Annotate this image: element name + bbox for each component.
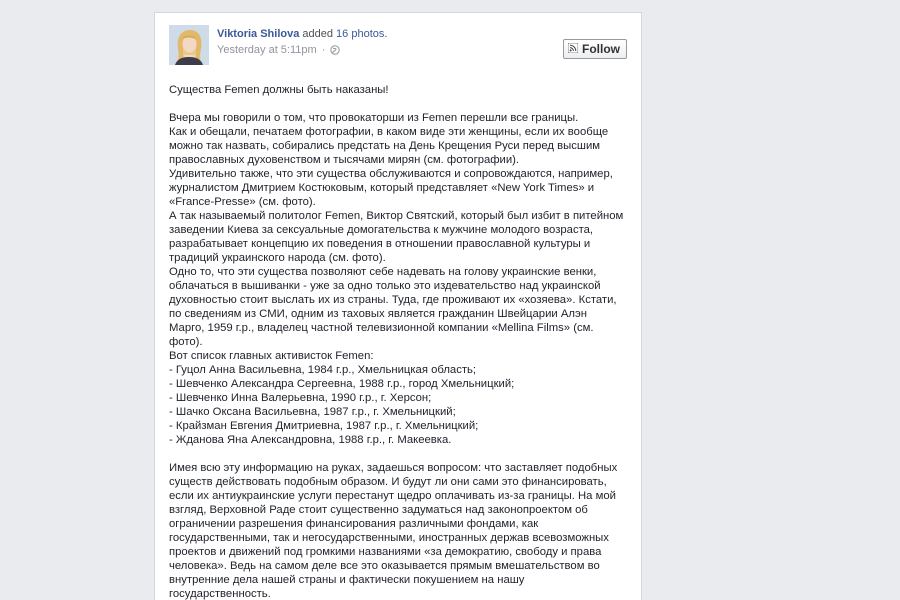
- post-text-line: Имея всю эту информацию на руках, задаешься вопросом: что заставляет подобных: [169, 462, 618, 474]
- photos-link[interactable]: 16 photos: [336, 28, 385, 40]
- post-text-line: духовностью стоит выслать их из страны. Туда, где проживают их «хозяева». Кстати,: [169, 294, 617, 306]
- post-text-line: - Шевченко Инна Валерьевна, 1990 г.р., г. Херсон;: [169, 392, 432, 404]
- post-text-line: - Жданова Яна Александровна, 1988 г.р., г. Макеевка.: [169, 434, 452, 446]
- post-text-line: православных духовенством и тысячами мирян (см. фотографии).: [169, 154, 520, 166]
- post-text-line: Вот список главных активисток Femen:: [169, 350, 374, 362]
- spacer: [169, 97, 629, 111]
- post-text-line: Вчера мы говорили о том, что провокаторши из Femen перешли все границы.: [169, 112, 579, 124]
- follow-button-label: Follow: [582, 42, 620, 56]
- post-text-line: - Шачко Оксана Васильевна, 1987 г.р., г. Хмельницкий;: [169, 406, 456, 418]
- post-text-line: по сведениям из СМИ, одним из таховых является гражданин Швейцарии Алэн: [169, 308, 587, 320]
- post-text-line: Удивительно также, что эти существа обслуживаются и сопровождаются, например,: [169, 168, 613, 180]
- post-meta: [217, 44, 340, 58]
- post-text-line: Одно то, что эти существа позволяют себе надевать на голову украинские венки,: [169, 266, 597, 278]
- post-text-line: государственными, так и негосударственными, иностранных держав всевозможных: [169, 532, 609, 544]
- post-text-line: взгляд, Верховной Раде стоит существенно задуматься над законопроектом об: [169, 504, 588, 516]
- author-line: [217, 28, 387, 40]
- post-text-line: Марго, 1959 г.р., владелец частной телевизионной компании «Mellina Films» (см.: [169, 322, 594, 334]
- post-text-line: человека». Ведь на самом деле все это оказывается прямым вмешательством во: [169, 560, 600, 572]
- post-title: Существа Femen должны быть наказаны!: [169, 84, 389, 96]
- post-text-line: проектов и движений под громкими названиями «за демократию, свободу и права: [169, 546, 602, 558]
- post-paragraphs: [169, 111, 629, 600]
- post-text-line: - Шевченко Александра Сергеевна, 1988 г.р., город Хмельницкий;: [169, 378, 515, 390]
- post-text-line: облачаться в вышиванки - уже за одно только это издевательство над украинской: [169, 280, 601, 292]
- post-text-line: разрабатывает концепцию их поведения в отношении православной культуры и: [169, 238, 591, 250]
- globe-icon[interactable]: [330, 45, 340, 58]
- post-text-line: внутренние дела нашей страны и фактически покушением на нашу: [169, 574, 525, 586]
- post-text-line: государственность.: [169, 588, 271, 600]
- post-text-line: существ действовать подобным образом. И будут ли они сами это финансировать,: [169, 476, 607, 488]
- post-text-line: [169, 447, 629, 461]
- post-text-line: заведении Киева за сексуальные домогательства к мужчине молодого возраста,: [169, 224, 594, 236]
- post-text-line: можно так назвать, собирались предстать на День Крещения Руси перед высшим: [169, 140, 601, 152]
- post-text-line: фото).: [169, 336, 203, 348]
- post-header: [169, 25, 627, 73]
- post-text-line: если их антиукраинские услуги перестанут щедро оплачивать из-за границы. На мой: [169, 490, 616, 502]
- post-text-line: ограничении разрешения финансирования различными фондами, как: [169, 518, 539, 530]
- follow-button[interactable]: [563, 39, 627, 59]
- post-text-line: - Гуцол Анна Васильевна, 1984 г.р., Хмельницкая область;: [169, 364, 477, 376]
- avatar[interactable]: [169, 25, 209, 65]
- timestamp-link[interactable]: Yesterday at 5:11pm: [217, 44, 317, 56]
- post-text: [169, 83, 629, 600]
- meta-separator: ·: [321, 44, 326, 56]
- post-card: [154, 12, 642, 600]
- post-text-line: традиций украинского народа (см. фото).: [169, 252, 386, 264]
- post-text-line: «France-Presse» (см. фото).: [169, 196, 316, 208]
- action-suffix: .: [384, 28, 388, 40]
- action-prefix: added: [302, 28, 333, 40]
- avatar-photo: [169, 25, 209, 65]
- post-text-line: А так называемый политолог Femen, Виктор Святский, который был избит в питейном: [169, 210, 624, 222]
- post-text-line: - Крайзман Евгения Дмитриевна, 1987 г.р., г. Хмельницкий;: [169, 420, 479, 432]
- rss-icon: [568, 42, 578, 56]
- post-text-line: журналистом Дмитрием Костюковым, который представляет «New York Times» и: [169, 182, 595, 194]
- author-name-link[interactable]: Viktoria Shilova: [217, 28, 300, 40]
- post-text-line: Как и обещали, печатаем фотографии, в каком виде эти женщины, если их вообще: [169, 126, 609, 138]
